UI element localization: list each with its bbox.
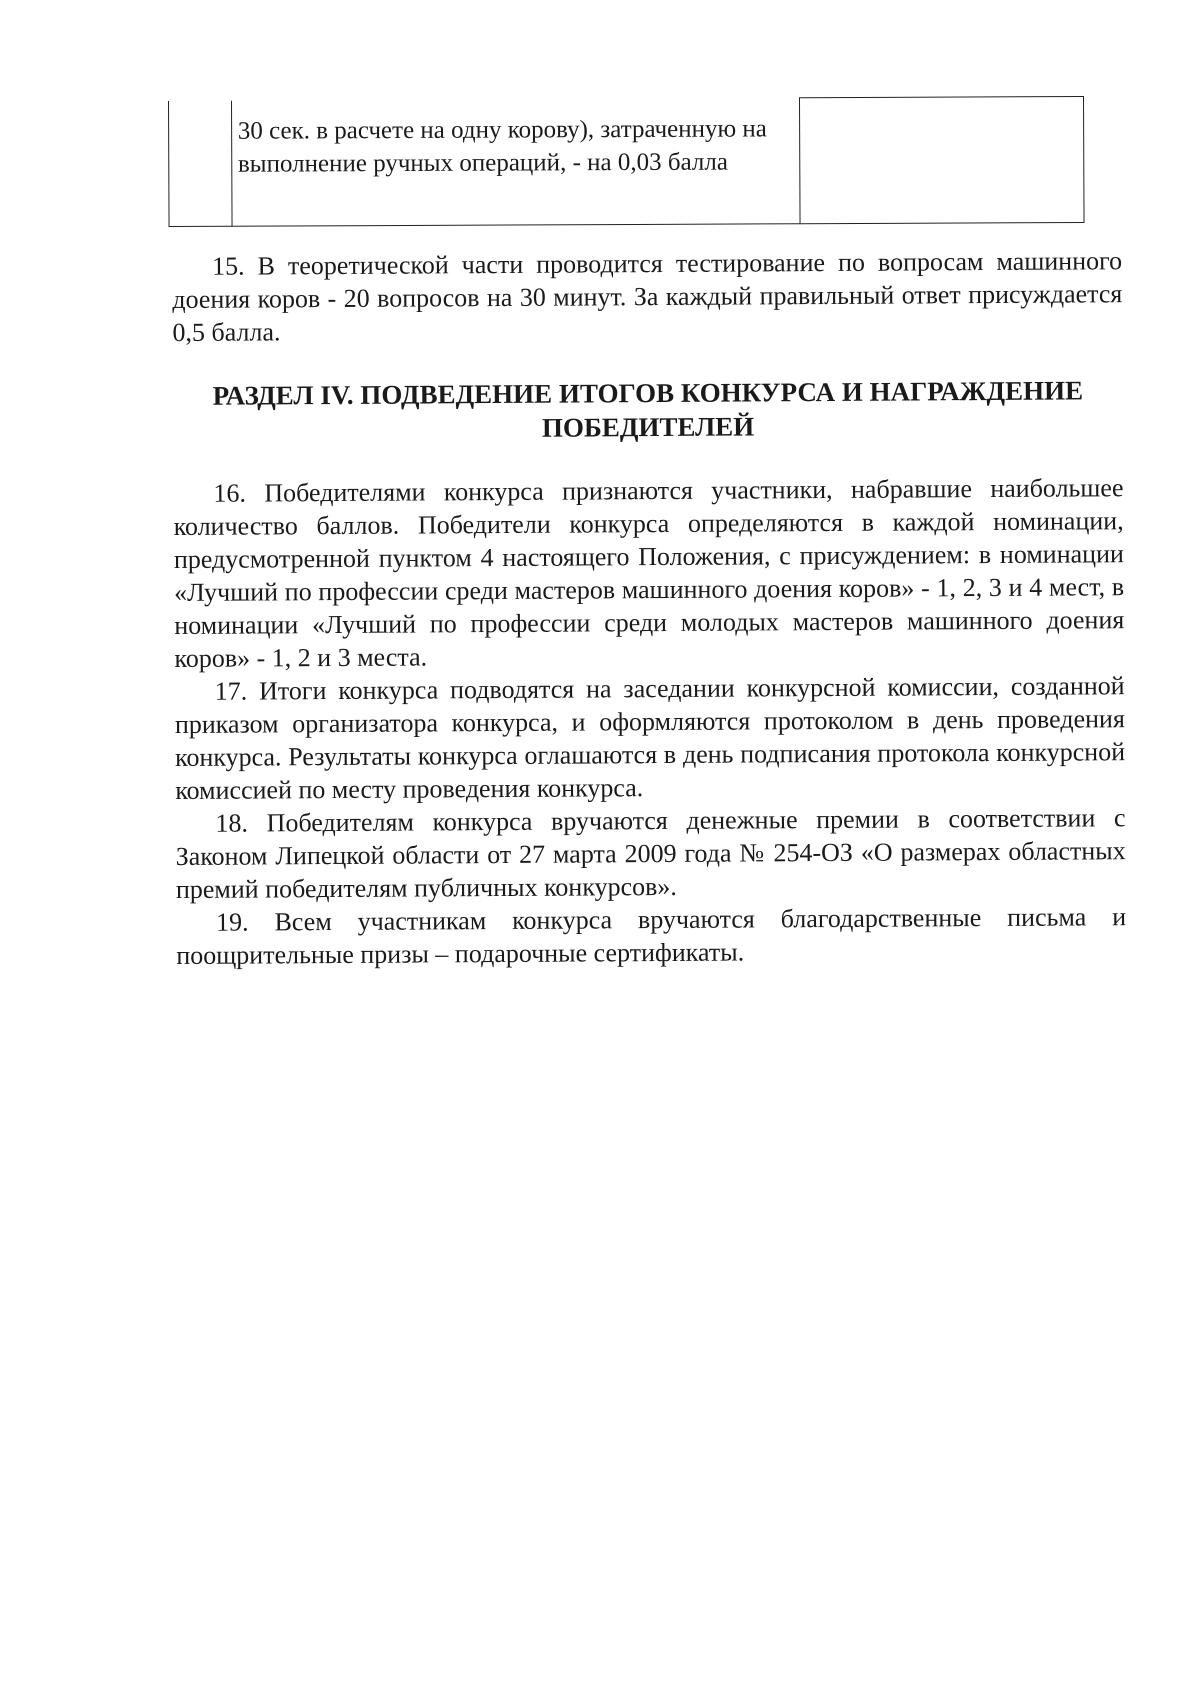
table-cell-score bbox=[800, 97, 1084, 224]
table-cell-number bbox=[169, 100, 232, 226]
document-body bbox=[172, 244, 1126, 972]
paragraph-18: 18. Победителям конкурса вручаются денежные премии в соответствии с Законом Липецкой области от 27 марта 2009 года № 254-ОЗ «О размерах областных премий победителям публичных конкурсов». bbox=[175, 803, 1126, 904]
table-row bbox=[169, 97, 1085, 227]
table-cell-criterion bbox=[231, 98, 800, 226]
section-heading: РАЗДЕЛ IV. ПОДВЕДЕНИЕ ИТОГОВ КОНКУРСА И НАГРАЖДЕНИЕ ПОБЕДИТЕЛЕЙ bbox=[212, 375, 1084, 443]
paragraph-16: 16. Победителями конкурса признаются участники, набравшие наибольшее количество баллов. Победители конкурса определяются в каждой номинации, предусмотренной пунктом 4 настоящего Положения, с присуждением: в номинации «Лучший по профессии среди мастеров машинного доения коров» - 1, 2, 3 и 4 мест, в номинации «Лучший по профессии среди молодых мастеров машинного доения коров» - 1, 2 и 3 места. bbox=[173, 473, 1125, 673]
paragraph-17: 17. Итоги конкурса подводятся на заседании конкурсной комиссии, созданной приказом организатора конкурса, и оформляются протоколом в день проведения конкурса. Результаты конкурса оглашаются в день подписания протокола конкурсной комиссией по месту проведения конкурса. bbox=[174, 671, 1126, 805]
paragraph-19: 19. Всем участникам конкурса вручаются благодарственные письма и поощрительные призы – подарочные сертификаты. bbox=[176, 902, 1127, 970]
criterion-text: 30 сек. в расчете на одну корову), затраченную на выполнение ручных операций, - на 0,03 балла bbox=[237, 114, 767, 178]
criteria-table-fragment bbox=[168, 96, 1085, 227]
paragraph-15: 15. В теоретической части проводится тестирование по вопросам машинного доения коров - 20 вопросов на 30 минут. За каждый правильный ответ присуждается 0,5 балла. bbox=[172, 246, 1123, 347]
